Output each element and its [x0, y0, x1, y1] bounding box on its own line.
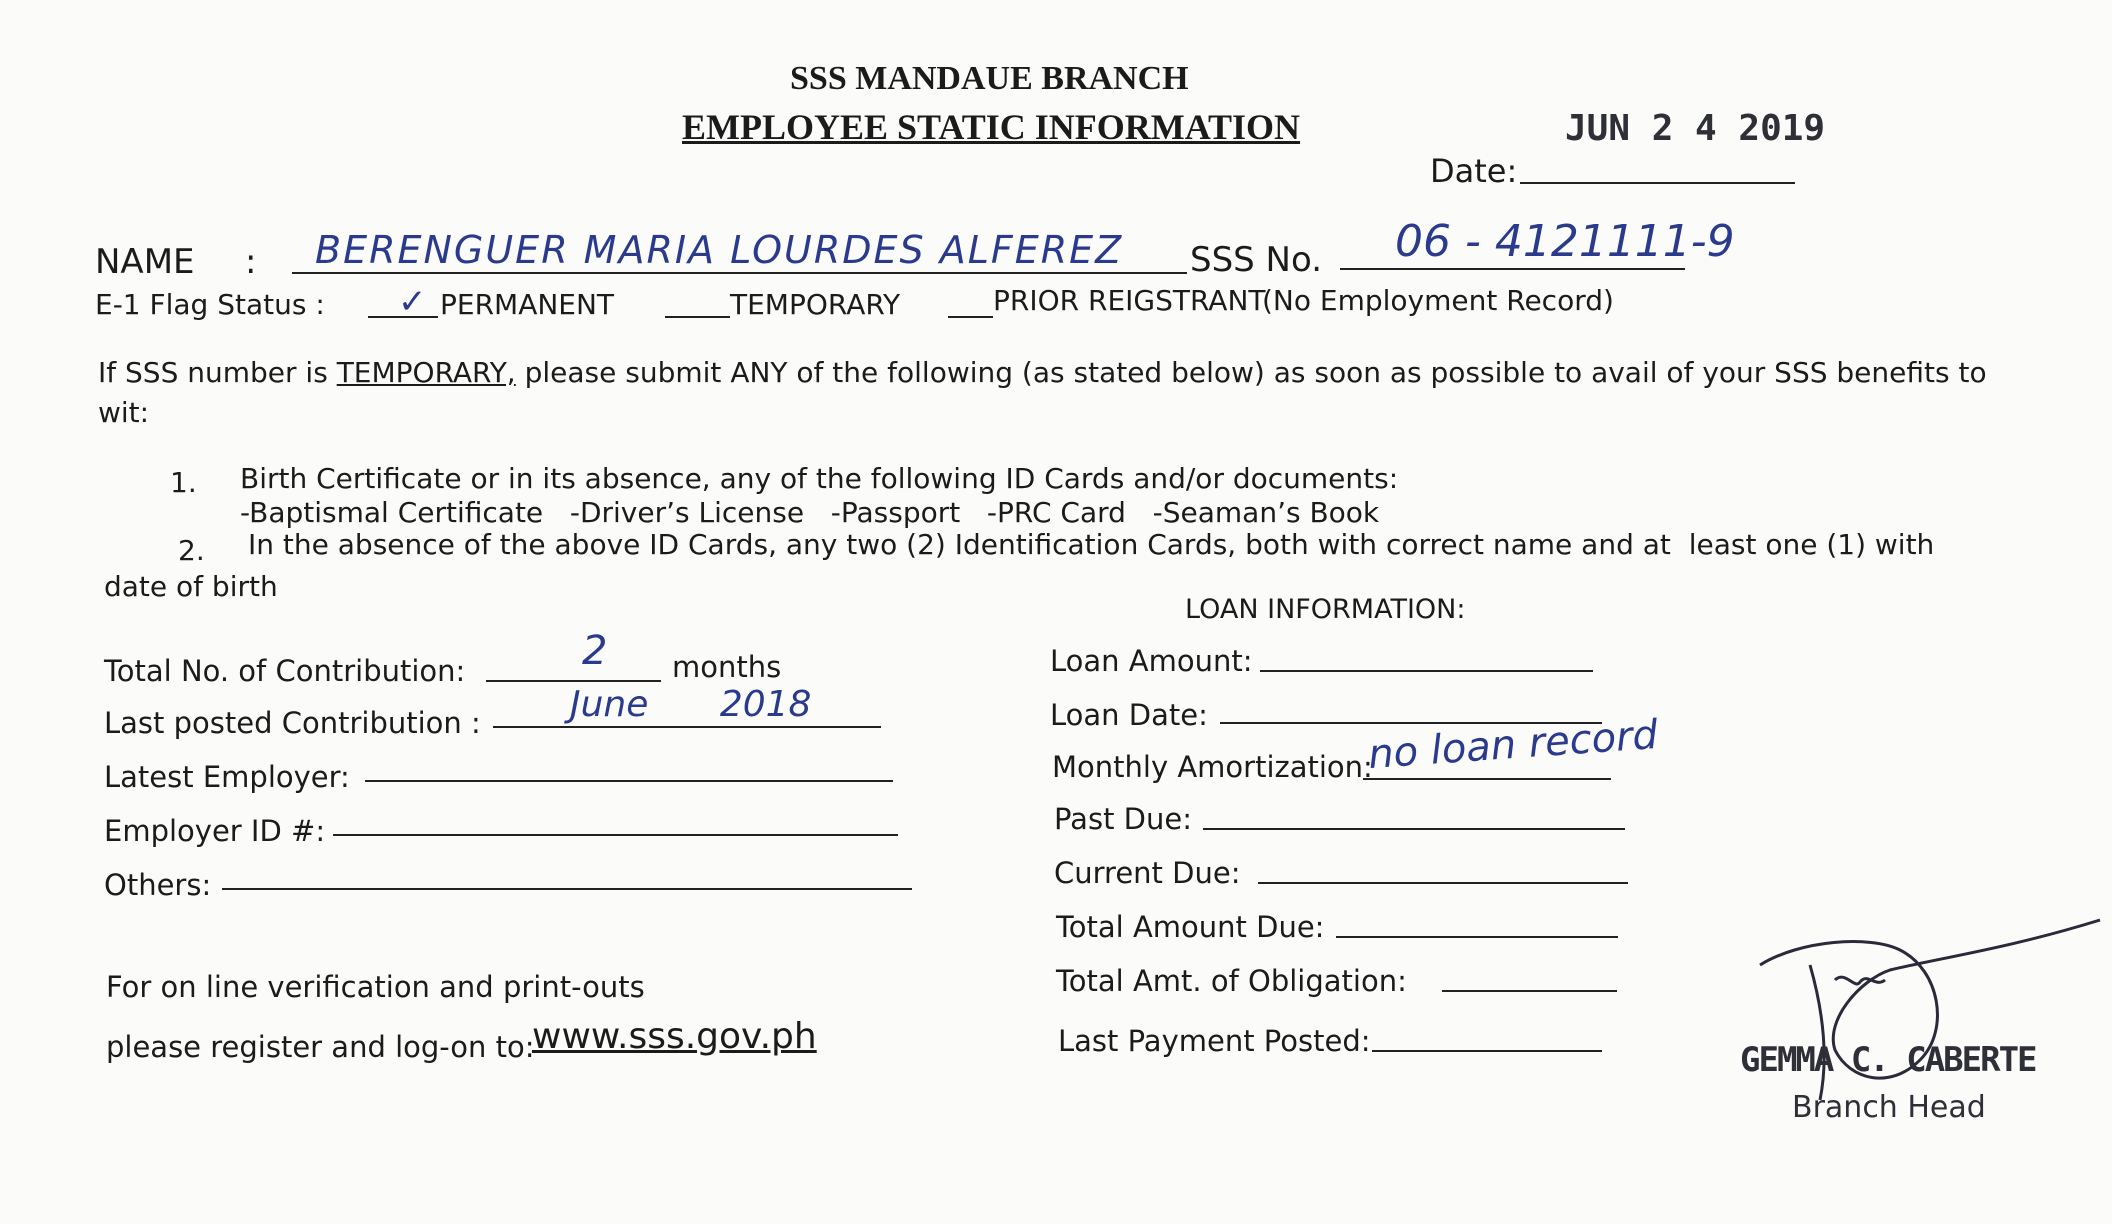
intro-temporary: TEMPORARY, [336, 356, 516, 389]
online-verification-line1: For on line verification and print-outs [106, 970, 645, 1004]
others-line[interactable] [222, 888, 912, 890]
past-due-label: Past Due: [1054, 802, 1192, 836]
monthly-amortization-value: no loan record [1366, 711, 1660, 779]
form-title: EMPLOYEE STATIC INFORMATION [682, 107, 1301, 147]
total-contribution-line[interactable] [486, 680, 661, 682]
sss-label: SSS No. [1190, 240, 1322, 280]
sss-line[interactable] [1340, 268, 1685, 270]
last-contribution-label: Last posted Contribution : [104, 706, 481, 740]
date-line[interactable] [1520, 182, 1795, 184]
item-1-docs: -Baptismal Certificate -Driver’s License -Passport -PRC Card -Seaman’s Book [240, 496, 1380, 529]
branch-title: SSS MANDAUE BRANCH [790, 60, 1189, 97]
prior-note: (No Employment Record) [1262, 284, 1614, 317]
item-2-text: In the absence of the above ID Cards, any two (2) Identification Cards, both with correct name and at least one (1) with [248, 528, 1935, 561]
prior-blank[interactable] [948, 316, 993, 318]
online-verification-line2: please register and log-on to: [106, 1030, 535, 1064]
signatory-name: GEMMA C. CABERTE [1740, 1040, 2036, 1080]
item-1-number: 1. [170, 466, 197, 499]
current-due-label: Current Due: [1054, 856, 1241, 890]
current-due-line[interactable] [1258, 882, 1628, 884]
temporary-blank[interactable] [665, 316, 730, 318]
monthly-amortization-line[interactable] [1363, 778, 1611, 780]
last-contribution-value: June 2018 [570, 684, 812, 725]
name-line[interactable] [292, 272, 1187, 274]
sss-website-link[interactable]: www.sss.gov.ph [532, 1016, 817, 1057]
item-2-number: 2. [178, 534, 205, 567]
loan-date-label: Loan Date: [1050, 698, 1208, 732]
total-amount-due-label: Total Amount Due: [1056, 910, 1325, 944]
permanent-option: PERMANENT [440, 288, 615, 321]
permanent-check: ✓ [398, 282, 427, 322]
date-stamp: JUN 2 4 2019 [1565, 108, 1826, 149]
name-colon: : [245, 242, 257, 282]
last-payment-label: Last Payment Posted: [1058, 1024, 1371, 1058]
total-obligation-label: Total Amt. of Obligation: [1056, 964, 1407, 998]
employer-id-line[interactable] [333, 834, 898, 836]
latest-employer-label: Latest Employer: [104, 760, 350, 794]
others-label: Others: [104, 868, 212, 902]
signatory-position: Branch Head [1792, 1090, 1986, 1125]
name-value: BERENGUER MARIA LOURDES ALFEREZ [315, 228, 1124, 272]
prior-option: PRIOR REIGSTRANT [993, 284, 1266, 317]
monthly-amortization-label: Monthly Amortization: [1052, 750, 1373, 784]
total-contribution-value: 2 [582, 628, 608, 674]
intro-pre: If SSS number is [98, 356, 337, 389]
instruction-intro [98, 356, 1987, 389]
flag-label: E-1 Flag Status : [95, 288, 325, 321]
loan-heading: LOAN INFORMATION: [1185, 594, 1466, 625]
total-contribution-unit: months [672, 650, 782, 684]
date-label: Date: [1430, 152, 1518, 190]
name-label: NAME [95, 242, 195, 282]
signature-mark [1740, 910, 2110, 1120]
last-contribution-line[interactable] [493, 726, 881, 728]
employer-id-label: Employer ID #: [104, 814, 326, 848]
latest-employer-line[interactable] [365, 780, 893, 782]
loan-amount-line[interactable] [1260, 670, 1593, 672]
past-due-line[interactable] [1203, 828, 1625, 830]
instruction-intro-cont: wit: [98, 396, 150, 429]
temporary-option: TEMPORARY [730, 288, 901, 321]
total-contribution-label: Total No. of Contribution: [104, 654, 466, 688]
sss-value: 06 - 4121111-9 [1395, 216, 1735, 267]
last-payment-line[interactable] [1372, 1050, 1602, 1052]
loan-amount-label: Loan Amount: [1050, 644, 1253, 678]
total-amount-due-line[interactable] [1336, 936, 1618, 938]
item-1-text: Birth Certificate or in its absence, any of the following ID Cards and/or documents: [240, 462, 1399, 495]
intro-post: please submit ANY of the following (as stated below) as soon as possible to avail of your SSS benefits to [515, 356, 1987, 389]
item-2-cont: date of birth [104, 570, 278, 603]
total-obligation-line[interactable] [1442, 990, 1617, 992]
